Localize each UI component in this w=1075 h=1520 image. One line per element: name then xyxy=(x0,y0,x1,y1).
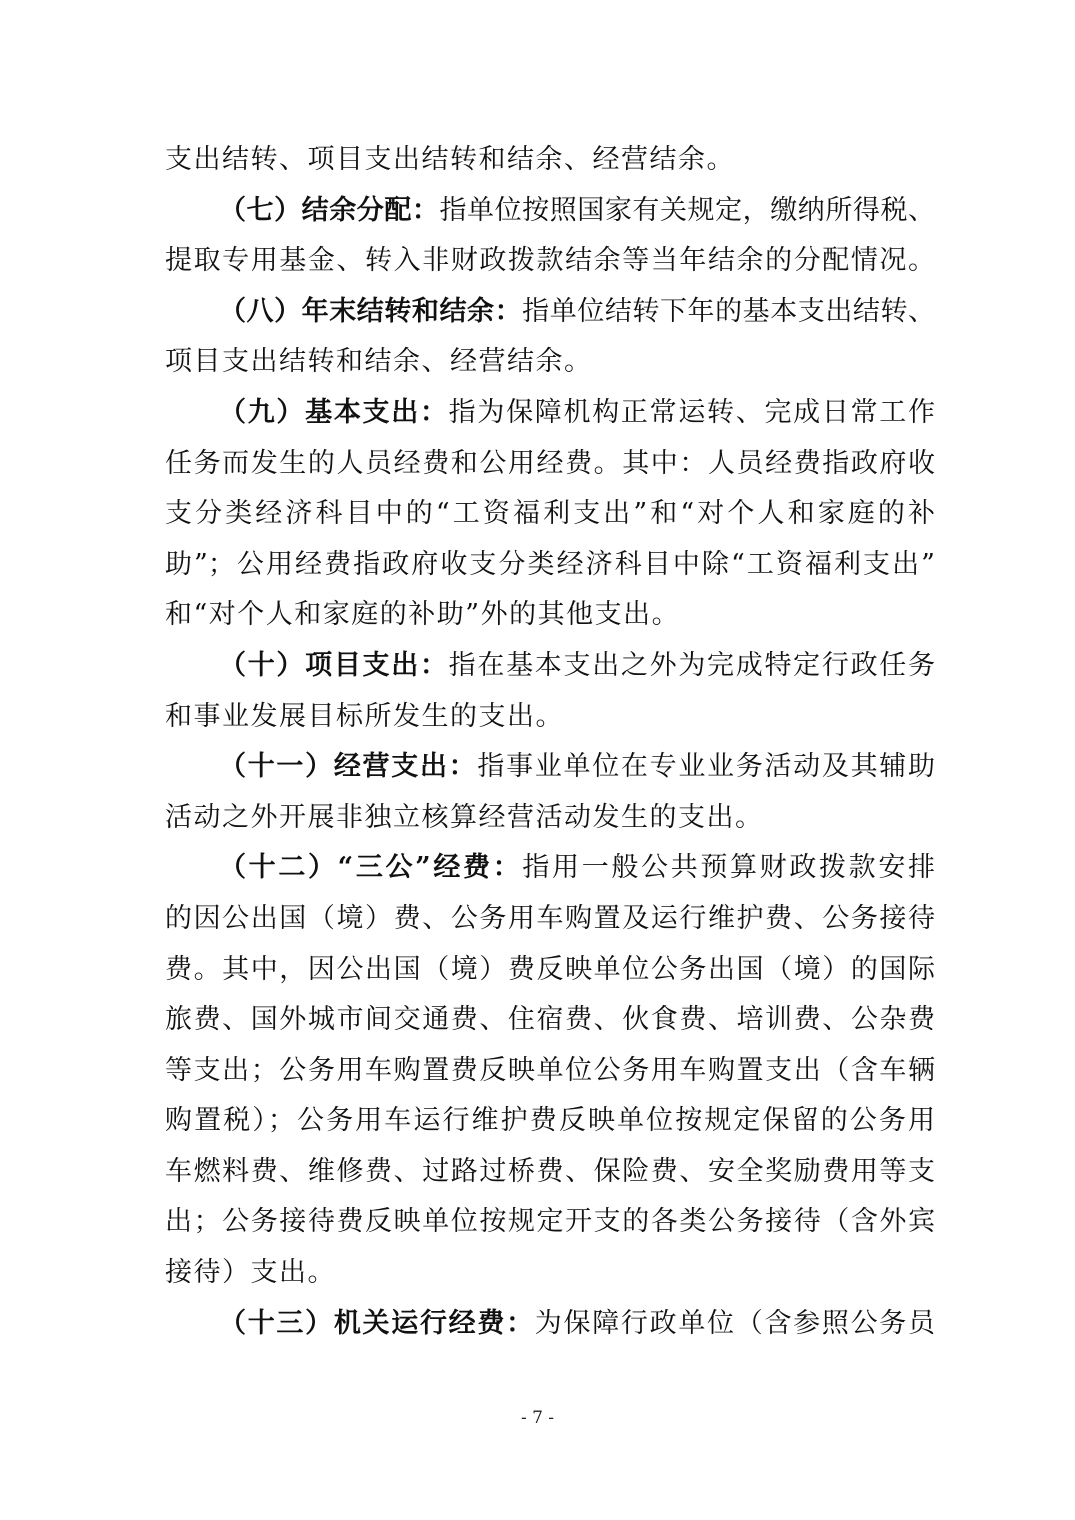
section-heading: （七）结余分配： xyxy=(219,194,440,226)
section-heading: （八）年末结转和结余： xyxy=(219,295,523,327)
paragraph-text: 费。其中，因公出国（境）费反映单位公务出国（境）的国际 xyxy=(165,953,935,985)
paragraph-text: 支出结转、项目支出结转和结余、经营结余。 xyxy=(165,144,735,175)
paragraph-section-8 xyxy=(165,287,935,388)
paragraph-text: 活动之外开展非独立核算经营活动发生的支出。 xyxy=(165,801,764,833)
text-line xyxy=(165,388,935,439)
paragraph-text: 支分类经济科目中的“工资福利支出”和“对个人和家庭的补 xyxy=(165,498,935,530)
paragraph-text: 等支出；公务用车购置费反映单位公务用车购置支出（含车辆 xyxy=(165,1054,935,1086)
text-line xyxy=(165,236,935,287)
paragraph-text: 出；公务接待费反映单位按规定开支的各类公务接待（含外宾 xyxy=(165,1206,935,1238)
text-line xyxy=(165,337,935,388)
text-line xyxy=(165,1096,935,1147)
paragraph-text: 指单位结转下年的基本支出结转、 xyxy=(522,295,936,327)
text-line xyxy=(165,590,935,641)
text-line xyxy=(165,439,935,490)
paragraph-text: 的因公出国（境）费、公务用车购置及运行维护费、公务接待 xyxy=(165,902,935,934)
text-line xyxy=(165,1197,935,1248)
section-heading: （十）项目支出： xyxy=(219,649,449,681)
text-line xyxy=(165,742,935,793)
text-line xyxy=(165,692,935,743)
paragraph-text: 任务而发生的人员经费和公用经费。其中：人员经费指政府收 xyxy=(165,447,935,479)
paragraph-text: 指用一般公共预算财政拨款安排 xyxy=(522,852,936,884)
text-line xyxy=(165,1046,935,1097)
text-line xyxy=(165,489,935,540)
section-heading: （十二）“三公”经费： xyxy=(219,852,523,884)
text-line xyxy=(165,843,935,894)
paragraph-text: 接待）支出。 xyxy=(165,1257,336,1289)
paragraph-text: 和“对个人和家庭的补助”外的其他支出。 xyxy=(165,599,681,631)
paragraph-section-13 xyxy=(165,1299,935,1350)
section-heading: （十三）机关运行经费： xyxy=(219,1307,535,1339)
text-line xyxy=(165,135,935,186)
text-line xyxy=(165,1147,935,1198)
paragraph-section-12 xyxy=(165,843,935,1298)
text-line xyxy=(165,995,935,1046)
paragraph-text: 车燃料费、维修费、过路过桥费、保险费、安全奖励费用等支 xyxy=(165,1155,935,1187)
paragraph-text: 指单位按照国家有关规定，缴纳所得税、 xyxy=(439,194,936,226)
paragraph-continuation xyxy=(165,135,935,186)
text-line xyxy=(165,894,935,945)
paragraph-text: 项目支出结转和结余、经营结余。 xyxy=(165,346,593,378)
section-heading: （九）基本支出： xyxy=(219,396,449,428)
section-heading: （十一）经营支出： xyxy=(219,751,478,783)
paragraph-section-10 xyxy=(165,641,935,742)
paragraph-text: 为保障行政单位（含参照公务员 xyxy=(534,1307,936,1339)
paragraph-section-9 xyxy=(165,388,935,641)
paragraph-text: 和事业发展目标所发生的支出。 xyxy=(165,700,564,732)
paragraph-text: 提取专用基金、转入非财政拨款结余等当年结余的分配情况。 xyxy=(165,245,935,277)
text-line xyxy=(165,186,935,237)
paragraph-text: 旅费、国外城市间交通费、住宿费、伙食费、培训费、公杂费 xyxy=(165,1004,935,1036)
text-line xyxy=(165,1248,935,1299)
paragraph-section-11 xyxy=(165,742,935,843)
paragraph-section-7 xyxy=(165,186,935,287)
text-line xyxy=(165,540,935,591)
page-number: - 7 - xyxy=(520,1408,555,1428)
paragraph-text: 指为保障机构正常运转、完成日常工作 xyxy=(448,396,936,428)
text-line xyxy=(165,287,935,338)
text-line xyxy=(165,1299,935,1350)
paragraph-text: 指在基本支出之外为完成特定行政任务 xyxy=(448,649,936,681)
text-line xyxy=(165,945,935,996)
text-line xyxy=(165,793,935,844)
paragraph-text: 助”；公用经费指政府收支分类经济科目中除“工资福利支出” xyxy=(165,548,935,580)
body-text xyxy=(165,135,935,1349)
paragraph-text: 购置税）；公务用车运行维护费反映单位按规定保留的公务用 xyxy=(165,1105,935,1137)
paragraph-text: 指事业单位在专业业务活动及其辅助 xyxy=(477,751,935,783)
text-line xyxy=(165,641,935,692)
